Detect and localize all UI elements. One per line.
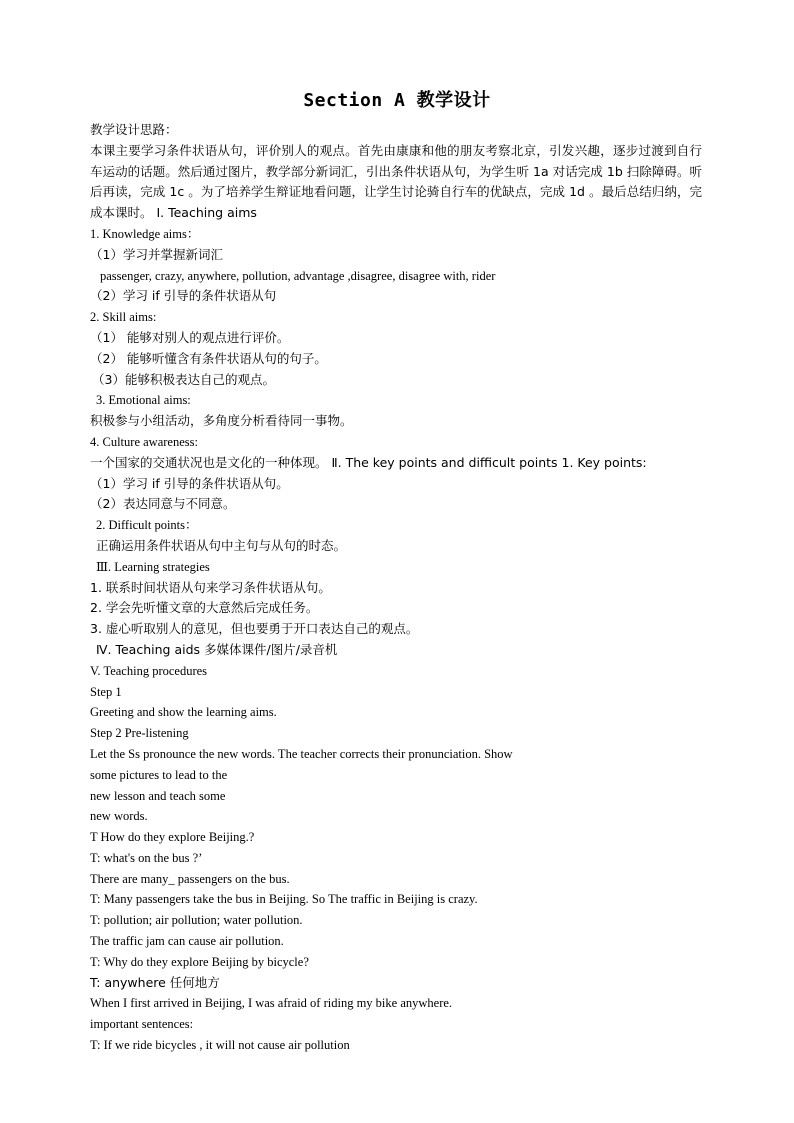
text-line: 正确运用条件状语从句中主句与从句的时态。: [96, 537, 347, 553]
document-body: [90, 120, 702, 1056]
text-line: new lesson and teach some: [90, 788, 226, 803]
text-line: （1） 能够对别人的观点进行评价。: [90, 329, 290, 345]
text-line: some pictures to lead to the: [90, 767, 228, 782]
text-line: （1）学习并掌握新词汇: [90, 246, 223, 262]
text-line: 积极参与小组活动，多角度分析看待同一事物。: [90, 413, 353, 429]
text-line: （1）学习 if 引导的条件状语从句。: [90, 475, 289, 491]
design-heading: 教学设计思路：: [90, 122, 178, 137]
text-line: T: pollution; air pollution; water pollution.: [90, 913, 303, 928]
culture-awareness-heading: 4. Culture awareness:: [90, 434, 198, 449]
text-line: Greeting and show the learning aims.: [90, 705, 277, 720]
teaching-aids-heading: Ⅳ. Teaching aids 多媒体课件/图片/录音机: [96, 641, 338, 657]
text-line: T How do they explore Beijing.?: [90, 830, 255, 845]
step-heading: Step 1: [90, 684, 122, 699]
document-title: Section A 教学设计: [303, 90, 491, 111]
text-line: important sentences:: [90, 1017, 194, 1032]
difficult-points-heading: 2. Difficult points：: [96, 518, 198, 533]
step-heading: Step 2 Pre-listening: [90, 726, 189, 741]
text-line: T: If we ride bicycles , it will not cause air pollution: [90, 1038, 350, 1053]
vocab-list: passenger, crazy, anywhere, pollution, advantage ,disagree, disagree with, rider: [100, 268, 496, 283]
knowledge-aims-heading: 1. Knowledge aims：: [90, 226, 200, 241]
text-line: （2）学习 if 引导的条件状语从句: [90, 288, 277, 304]
text-line: Let the Ss pronounce the new words. The teacher corrects their pronunciation. Show: [90, 746, 513, 761]
text-line: T: Why do they explore Beijing by bicycle?: [90, 954, 309, 969]
text-line: When I first arrived in Beijing, I was afraid of riding my bike anywhere.: [90, 996, 453, 1011]
text-line: T: what's on the bus ?’: [90, 850, 203, 865]
text-line: （3）能够积极表达自己的观点。: [92, 371, 275, 387]
design-paragraph: 本课主要学习条件状语从句，评价别人的观点。首先由康康和他的朋友考察北京，引发兴趣，逐步过渡到自行车运动的话题。然后通过图片，教学部分新词汇，引出条件状语从句，为学生听 1a 对话完成 1b 扫除障碍。听后再读，完成 1c 。为了培养学生辩证地看问题，让学生讨论骑自行车的优缺点，完成 1d 。最后总结归纳，完成本课时。 Ⅰ. Teaching aims: [90, 142, 702, 221]
text-line: 1. 联系时间状语从句来学习条件状语从句。: [90, 579, 331, 595]
learning-strategies-heading: Ⅲ. Learning strategies: [96, 559, 210, 574]
key-points-heading: 一个国家的交通状况也是文化的一种体现。 Ⅱ. The key points and difficult points 1. Key points:: [90, 454, 647, 470]
teaching-procedures-heading: V. Teaching procedures: [90, 663, 208, 678]
text-line: T: anywhere 任何地方: [90, 974, 220, 990]
text-line: 2. 学会先听懂文章的大意然后完成任务。: [90, 600, 319, 616]
text-line: （2） 能够听懂含有条件状语从句的句子。: [90, 350, 327, 366]
text-line: The traffic jam can cause air pollution.: [90, 934, 284, 949]
skill-aims-heading: 2. Skill aims:: [90, 310, 157, 325]
text-line: There are many_ passengers on the bus.: [90, 871, 290, 886]
text-line: 3. 虚心听取别人的意见，但也要勇于开口表达自己的观点。: [90, 621, 419, 637]
text-line: （2）表达同意与不同意。: [90, 496, 236, 512]
text-line: T: Many passengers take the bus in Beijing. So The traffic in Beijing is crazy.: [90, 892, 478, 907]
emotional-aims-heading: 3. Emotional aims:: [96, 393, 191, 408]
text-line: new words.: [90, 809, 148, 824]
